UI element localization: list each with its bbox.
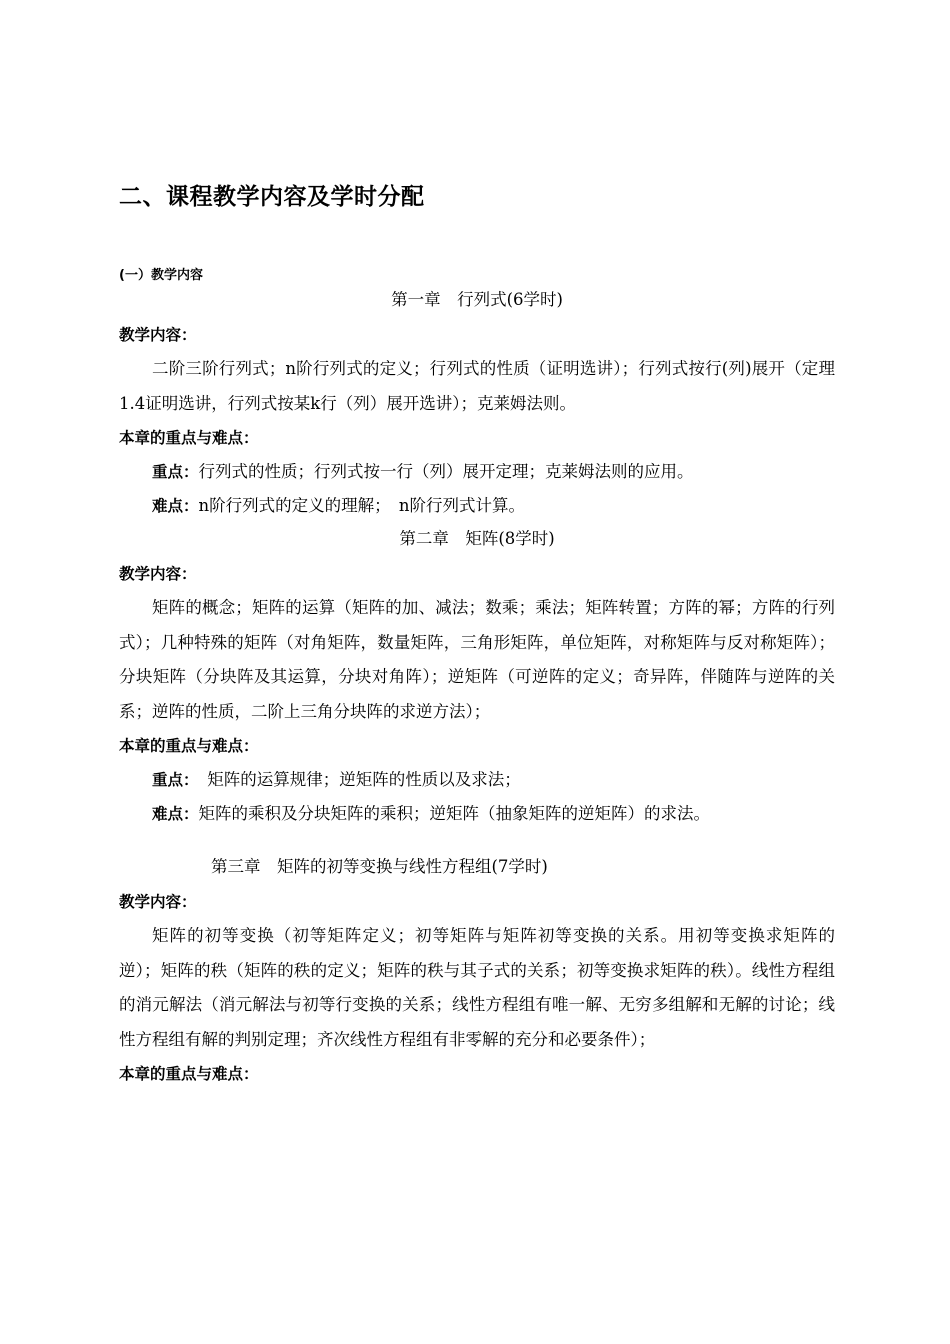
chapter-1-title: 第一章 行列式(6学时) [391, 290, 563, 309]
difficulty-tag: 难点： [152, 805, 199, 823]
focus-tag: 重点： [152, 463, 199, 481]
chapter-2-title: 第二章 矩阵(8学时) [399, 529, 555, 548]
chapter-1-content: 二阶三阶行列式；n阶行列式的定义；行列式的性质（证明选讲）；行列式按行(列)展开（定理1.4证明选讲，行列式按某k行（列）展开选讲）；克莱姆法则。 [119, 359, 835, 413]
focus-text: 行列式的性质；行列式按一行（列）展开定理；克莱姆法则的应用。 [198, 462, 694, 481]
difficulty-text: 矩阵的乘积及分块矩阵的乘积；逆矩阵（抽象矩阵的逆矩阵）的求法。 [198, 804, 711, 823]
chapter-3-content-label: 教学内容： [119, 893, 197, 911]
subsection-title: (一）教学内容 [119, 268, 203, 283]
chapter-2-content-label: 教学内容： [119, 565, 197, 583]
difficulty-text: n阶行列式的定义的理解； n阶行列式计算。 [198, 496, 526, 515]
document-body [119, 284, 835, 1091]
chapter-2-focus [119, 763, 835, 797]
chapter-1-key-label: 本章的重点与难点： [119, 429, 259, 447]
chapter-2-key-label: 本章的重点与难点： [119, 737, 259, 755]
chapter-1-difficulty [119, 489, 835, 523]
focus-tag: 重点： [152, 771, 191, 789]
spacer [119, 831, 835, 851]
difficulty-tag: 难点： [152, 497, 199, 515]
chapter-3-content: 矩阵的初等变换（初等矩阵定义；初等矩阵与矩阵初等变换的关系。用初等变换求矩阵的逆）；矩阵的秩（矩阵的秩的定义；矩阵的秩与其子式的关系；初等变换求矩阵的秩）。线性方程组的消元解法（消元解法与初等行变换的关系；线性方程组有唯一解、无穷多组解和无解的讨论；线性方程组有解的判别定理；齐次线性方程组有非零解的充分和必要条件）； [119, 926, 835, 1049]
chapter-3-title: 第三章 矩阵的初等变换与线性方程组(7学时) [211, 857, 548, 876]
chapter-1-content-label: 教学内容： [119, 326, 197, 344]
section-title: 二、课程教学内容及学时分配 [119, 184, 425, 210]
chapter-2-content: 矩阵的概念；矩阵的运算（矩阵的加、减法；数乘；乘法；矩阵转置；方阵的幂；方阵的行列式）；几种特殊的矩阵（对角矩阵，数量矩阵，三角形矩阵，单位矩阵，对称矩阵与反对称矩阵）；分块矩阵（分块阵及其运算，分块对角阵）；逆矩阵（可逆阵的定义；奇异阵，伴随阵与逆阵的关系；逆阵的性质，二阶上三角分块阵的求逆方法）； [119, 598, 835, 721]
chapter-2-difficulty [119, 797, 835, 831]
chapter-3-key-label: 本章的重点与难点： [119, 1065, 259, 1083]
focus-text: 矩阵的运算规律；逆矩阵的性质以及求法； [190, 770, 521, 789]
chapter-1-focus [119, 455, 835, 489]
